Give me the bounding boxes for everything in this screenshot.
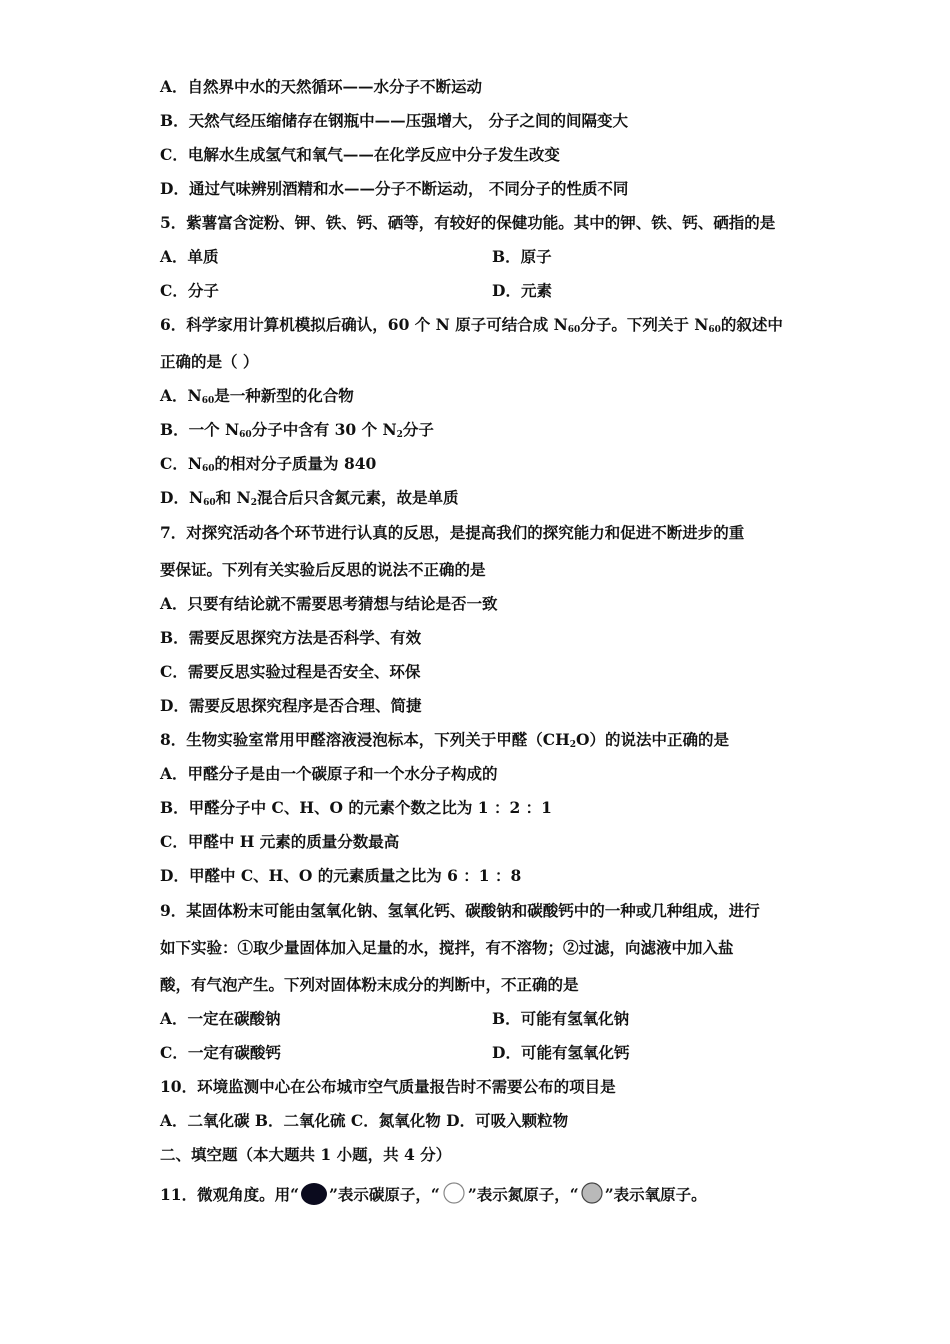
q11-part4: ”表示氧原子。 <box>604 1185 707 1204</box>
q5-option-d: D．元素 <box>492 281 552 300</box>
q7-option-a: A．只要有结论就不需要思考猜想与结论是否一致 <box>160 594 498 613</box>
q6-b-pre: B．一个 N <box>160 420 240 439</box>
subscript-2: 2 <box>250 498 257 508</box>
q6-d-pre: D．N <box>160 488 204 507</box>
q11-stem <box>160 1182 707 1206</box>
subscript-60: 60 <box>567 325 581 335</box>
q6-stem-pre: 6．科学家用计算机模拟后确认，60 个 N 原子可结合成 N <box>160 315 568 334</box>
q6-option-a <box>160 386 354 411</box>
q6-c-pre: C．N <box>160 454 203 473</box>
q7-option-c: C．需要反思实验过程是否安全、环保 <box>160 662 421 681</box>
nitrogen-atom-icon <box>441 1182 467 1206</box>
q9-option-d: D．可能有氢氧化钙 <box>492 1043 630 1062</box>
q5-option-c: C．分子 <box>160 281 219 300</box>
q6-option-b <box>160 420 434 445</box>
q8-stem <box>160 730 729 755</box>
q6-c-post: 的相对分子质量为 840 <box>214 454 377 473</box>
q6-d-mid: 和 N <box>215 488 251 507</box>
q5-options-row2 <box>160 281 800 301</box>
q11-part1: 11．微观角度。用“ <box>160 1185 299 1204</box>
subscript-60: 60 <box>203 498 216 508</box>
q5-option-b: B．原子 <box>492 247 552 266</box>
oxygen-atom-icon <box>580 1182 604 1206</box>
section-heading: 二、填空题（本大题共 1 小题，共 4 分） <box>160 1145 452 1164</box>
q7-option-b: B．需要反思探究方法是否科学、有效 <box>160 628 422 647</box>
subscript-60: 60 <box>202 464 215 474</box>
q7-stem-line1: 7．对探究活动各个环节进行认真的反思，是提高我们的探究能力和促进不断进步的重 <box>160 523 745 542</box>
subscript-60: 60 <box>708 325 721 335</box>
q4-option-a: A．自然界中水的天然循环——水分子不断运动 <box>160 77 483 96</box>
q11-part2: ”表示碳原子，“ <box>329 1185 440 1204</box>
q9-stem-line3: 酸，有气泡产生。下列对固体粉末成分的判断中，不正确的是 <box>160 975 579 994</box>
q7-option-d: D．需要反思探究程序是否合理、简捷 <box>160 696 422 715</box>
q9-option-a: A．一定在碳酸钠 <box>160 1009 281 1028</box>
subscript-2: 2 <box>569 740 577 750</box>
q8-option-c: C．甲醛中 H 元素的质量分数最高 <box>160 832 400 851</box>
q8-option-b: B．甲醛分子中 C、H、O 的元素个数之比为 1 ：2 ：1 <box>160 798 552 817</box>
q6-stem-mid: 分子。下列关于 N <box>580 315 709 334</box>
subscript-2: 2 <box>396 430 403 440</box>
carbon-atom-icon <box>300 1182 328 1206</box>
q6-stem-post: 的叙述中 <box>720 315 783 334</box>
q8-option-d: D．甲醛中 C、H、O 的元素质量之比为 6 ：1 ：8 <box>160 866 522 885</box>
subscript-60: 60 <box>239 430 252 440</box>
q5-options-row1 <box>160 247 800 267</box>
q7-stem-line2: 要保证。下列有关实验后反思的说法不正确的是 <box>160 560 486 579</box>
q6-a-post: 是一种新型的化合物 <box>214 386 354 405</box>
q8-stem-pre: 8．生物实验室常用甲醛溶液浸泡标本，下列关于甲醛（CH <box>160 730 570 749</box>
q8-stem-post: O）的说法中正确的是 <box>576 730 730 749</box>
q9-option-b: B．可能有氢氧化钠 <box>492 1009 630 1028</box>
q9-option-c: C．一定有碳酸钙 <box>160 1043 281 1062</box>
q6-a-pre: A．N <box>160 386 202 405</box>
q6-option-d <box>160 488 459 513</box>
subscript-60: 60 <box>201 396 215 406</box>
q6-b-mid: 分子中含有 30 个 N <box>251 420 397 439</box>
q9-stem-line1: 9．某固体粉末可能由氢氧化钠、氢氧化钙、碳酸钠和碳酸钙中的一种或几种组成，进行 <box>160 901 760 920</box>
q9-options-row2 <box>160 1043 800 1063</box>
q6-option-c <box>160 454 376 479</box>
q10-options: A．二氧化碳 B．二氧化硫 C．氮氧化物 D．可吸入颗粒物 <box>160 1111 569 1130</box>
q6-d-post: 混合后只含氮元素，故是单质 <box>257 488 459 507</box>
q10-stem: 10．环境监测中心在公布城市空气质量报告时不需要公布的项目是 <box>160 1077 616 1096</box>
q6-stem-line1 <box>160 315 783 340</box>
q9-stem-line2: 如下实验：①取少量固体加入足量的水，搅拌，有不溶物；②过滤，向滤液中加入盐 <box>160 938 734 957</box>
q6-b-post: 分子 <box>402 420 434 439</box>
q8-option-a: A．甲醛分子是由一个碳原子和一个水分子构成的 <box>160 764 498 783</box>
q6-stem-line2: 正确的是（ ） <box>160 352 259 371</box>
q4-option-d: D．通过气味辨别酒精和水——分子不断运动， 不同分子的性质不同 <box>160 179 629 198</box>
q9-options-row1 <box>160 1009 800 1029</box>
q5-option-a: A．单质 <box>160 247 219 266</box>
q4-option-c: C．电解水生成氢气和氧气——在化学反应中分子发生改变 <box>160 145 560 164</box>
q4-option-b: B．天然气经压缩储存在钢瓶中——压强增大， 分子之间的间隔变大 <box>160 111 628 130</box>
q11-part3: ”表示氮原子，“ <box>467 1185 579 1204</box>
q5-stem: 5．紫薯富含淀粉、钾、铁、钙、硒等，有较好的保健功能。其中的钾、铁、钙、硒指的是 <box>160 213 776 232</box>
